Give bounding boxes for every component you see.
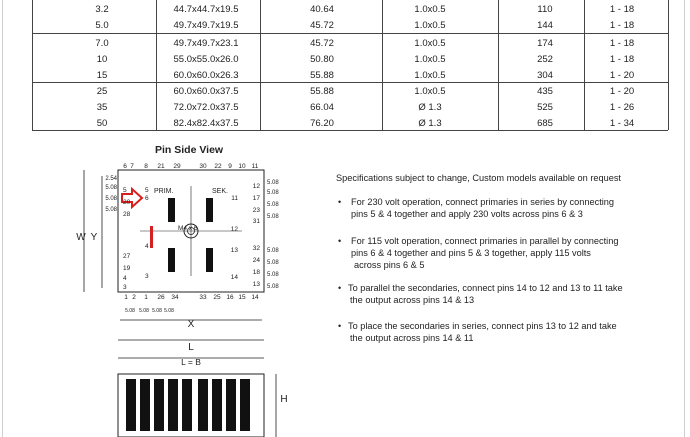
table-column-rule — [260, 0, 261, 130]
table-column-rule — [32, 0, 33, 130]
spec-cell: 1.0x0.5 — [414, 4, 446, 15]
table-column-rule — [382, 0, 383, 130]
spec-cell: 15 — [96, 70, 108, 81]
table-row-rule — [32, 33, 668, 34]
spec-cell: 45.72 — [310, 20, 334, 31]
top-pin-label: 29 — [173, 163, 181, 170]
spec-cell: 40.64 — [310, 4, 334, 15]
spec-cell: 1.0x0.5 — [414, 54, 446, 65]
right-pin-label: 18 — [252, 269, 260, 276]
inner-left-pin-label: 5 — [145, 187, 149, 194]
left-dimension-label: 5.08 — [105, 196, 117, 202]
spec-cell: 174 — [537, 38, 553, 49]
pin-labels — [76, 163, 287, 405]
spec-cell: 7.0 — [95, 38, 109, 49]
bullet-icon: • — [338, 197, 342, 207]
lb-label: L = B — [181, 357, 201, 367]
prim-coil-bottom — [168, 248, 175, 272]
inner-left-pin-label: 6 — [145, 195, 149, 202]
spec-row — [32, 52, 668, 68]
y-label: Y — [90, 232, 98, 243]
spec-cell: 1.0x0.5 — [414, 86, 446, 97]
inner-left-pin-label: 3 — [145, 273, 149, 280]
sek-label: SEK. — [212, 188, 228, 195]
bottom-pin-label: 25 — [213, 294, 221, 301]
table-column-rule — [668, 0, 669, 130]
right-pin-label: 13 — [252, 281, 260, 288]
page-right-border — [684, 0, 685, 437]
spec-cell: 144 — [537, 20, 553, 31]
spec-cell: 525 — [537, 102, 553, 113]
h-label: H — [280, 394, 288, 405]
spec-cell: 55.0x55.0x26.0 — [173, 54, 239, 65]
spec-cell: Ø 1.3 — [418, 102, 442, 113]
note-line: the output across pins 14 & 13 — [350, 295, 475, 305]
left-dimension-label: 5.08 — [105, 185, 117, 191]
spec-cell: 55.88 — [310, 86, 334, 97]
lamination-bar — [240, 379, 250, 431]
spec-cell: 1.0x0.5 — [414, 20, 446, 31]
inner-right-pin-label: 14 — [230, 274, 238, 281]
spec-cell: 435 — [537, 86, 553, 97]
spec-cell: 72.0x72.0x37.5 — [173, 102, 239, 113]
notes-lead: Specifications subject to change, Custom models available on request — [336, 173, 621, 183]
bottom-dimension-label: 5.08 — [125, 308, 135, 314]
spec-cell: 66.04 — [310, 102, 334, 113]
right-dimension-label: 5.08 — [267, 190, 279, 196]
right-pin-label: 23 — [252, 207, 260, 214]
top-pin-label: 30 — [199, 163, 207, 170]
spec-cell: 1 - 18 — [609, 20, 635, 31]
note-line: across pins 6 & 5 — [354, 260, 425, 270]
spec-cell: 49.7x49.7x19.5 — [173, 20, 239, 31]
spec-cell: 49.7x49.7x23.1 — [173, 38, 239, 49]
bullet-icon: • — [338, 236, 342, 246]
bottom-pin-label: 33 — [199, 294, 207, 301]
note-line: For 115 volt operation, connect primaries in parallel by connecting — [351, 236, 619, 246]
spec-cell: 1 - 18 — [609, 38, 635, 49]
note-line: To place the secondaries in series, connect pins 13 to 12 and take — [348, 321, 617, 331]
l-label: L — [188, 342, 194, 353]
right-dimension-label: 5.08 — [267, 202, 279, 208]
bottom-pin-label: 15 — [238, 294, 246, 301]
lamination-bar — [182, 379, 192, 431]
spec-cell: 1 - 34 — [609, 118, 635, 129]
table-row-rule — [32, 130, 668, 131]
right-dimension-label: 5.08 — [267, 284, 279, 290]
spec-cell: 25 — [96, 86, 108, 97]
spec-cell: 685 — [537, 118, 553, 129]
spec-cell: 50.80 — [310, 54, 334, 65]
page-left-border — [2, 0, 3, 437]
right-pin-label: 31 — [252, 218, 260, 225]
prim-coil-top — [168, 198, 175, 222]
left-pin-label: 4 — [123, 275, 127, 282]
spec-cell: 1.0x0.5 — [414, 38, 446, 49]
pin-side-view-title: Pin Side View — [155, 144, 224, 156]
spec-cell: 3.2 — [95, 4, 109, 15]
sek-coil-bottom — [206, 248, 213, 272]
table-row-rule — [32, 82, 668, 83]
right-pin-label: 24 — [252, 257, 260, 264]
spec-cell: 55.88 — [310, 70, 334, 81]
pin-side-view-diagram — [70, 158, 300, 437]
lamination-bar — [198, 379, 208, 431]
top-pin-label: 7 — [130, 163, 134, 170]
right-dimension-label: 5.08 — [267, 180, 279, 186]
left-dimension-label: 2.54 — [105, 176, 117, 182]
lamination-bar — [126, 379, 136, 431]
bottom-pin-label: 16 — [226, 294, 234, 301]
right-dimension-label: 5.08 — [267, 214, 279, 220]
right-pin-label: 12 — [252, 183, 260, 190]
spec-cell: 76.20 — [310, 118, 334, 129]
bottom-pin-label: 1 — [144, 294, 148, 301]
left-pin-label: 19 — [123, 265, 131, 272]
bottom-pin-label: 1 — [124, 294, 128, 301]
bottom-dimension-label: 5.08 — [164, 308, 174, 314]
bullet-icon: • — [338, 283, 342, 293]
spec-cell: 82.4x82.4x37.5 — [173, 118, 239, 129]
spec-cell: 50 — [96, 118, 108, 129]
screw-label: M4 x 6 — [178, 225, 198, 232]
lamination-bar — [226, 379, 236, 431]
left-pin-label: 28 — [123, 211, 131, 218]
spec-cell: 45.72 — [310, 38, 334, 49]
top-pin-label: 9 — [228, 163, 232, 170]
lamination-bar — [154, 379, 164, 431]
spec-cell: Ø 1.3 — [418, 118, 442, 129]
spec-row — [32, 84, 668, 100]
bottom-dimension-label: 5.08 — [139, 308, 149, 314]
note-line: pins 5 & 4 together and apply 230 volts across pins 6 & 3 — [351, 209, 583, 219]
red-connector-bar — [150, 226, 153, 248]
top-pin-label: 10 — [238, 163, 246, 170]
spec-cell: 1.0x0.5 — [414, 70, 446, 81]
right-dimension-label: 5.08 — [267, 272, 279, 278]
left-pin-label: 27 — [123, 253, 131, 260]
note-line: pins 6 & 4 together and pins 5 & 3 together, apply 115 volts — [351, 248, 591, 258]
bottom-pin-label: 14 — [251, 294, 259, 301]
prim-label: PRIM. — [154, 188, 174, 195]
left-pin-label: 3 — [123, 284, 127, 291]
inner-right-pin-label: 12 — [230, 226, 238, 233]
spec-cell: 1 - 18 — [609, 54, 635, 65]
spec-cell: 252 — [537, 54, 553, 65]
inner-right-pin-label: 13 — [230, 247, 238, 254]
spec-cell: 60.0x60.0x37.5 — [173, 86, 239, 97]
bottom-pin-label: 2 — [132, 294, 136, 301]
right-dimension-label: 5.08 — [267, 260, 279, 266]
spec-cell: 44.7x44.7x19.5 — [173, 4, 239, 15]
top-pin-label: 21 — [157, 163, 165, 170]
top-pin-label: 8 — [144, 163, 148, 170]
spec-cell: 1 - 26 — [609, 102, 635, 113]
top-pin-label: 22 — [214, 163, 222, 170]
spec-cell: 5.0 — [95, 20, 109, 31]
spec-cell: 1 - 20 — [609, 70, 635, 81]
lamination-stack — [126, 379, 250, 431]
spec-cell: 35 — [96, 102, 108, 113]
top-pin-label: 11 — [251, 163, 259, 170]
w-label: W — [76, 232, 86, 243]
spec-cell: 110 — [537, 4, 553, 15]
lamination-bar — [168, 379, 178, 431]
spec-cell: 1 - 18 — [609, 4, 635, 15]
spec-row — [32, 36, 668, 52]
right-pin-label: 17 — [252, 195, 260, 202]
bottom-pin-label: 26 — [157, 294, 165, 301]
spec-cell: 10 — [96, 54, 108, 65]
spec-cell: 1 - 20 — [609, 86, 635, 97]
table-column-rule — [584, 0, 585, 130]
top-pin-label: 6 — [123, 163, 127, 170]
left-dimension-label: 5.08 — [105, 207, 117, 213]
note-line: For 230 volt operation, connect primaries in series by connecting — [351, 197, 615, 207]
right-pin-label: 32 — [252, 245, 260, 252]
spec-cell: 304 — [537, 70, 553, 81]
spec-row — [32, 100, 668, 116]
bottom-pin-label: 34 — [171, 294, 179, 301]
spec-row — [32, 18, 668, 34]
table-column-rule — [498, 0, 499, 130]
spec-row — [32, 2, 668, 18]
bottom-dimension-label: 5.08 — [152, 308, 162, 314]
note-line: To parallel the secondaries, connect pins 14 to 12 and 13 to 11 take — [348, 283, 623, 293]
inner-left-pin-label: 4 — [145, 243, 149, 250]
inner-right-pin-label: 11 — [231, 195, 238, 202]
bullet-icon: • — [338, 321, 342, 331]
sek-coil-top — [206, 198, 213, 222]
lamination-bar — [140, 379, 150, 431]
x-label: X — [187, 319, 195, 330]
spec-cell: 60.0x60.0x26.3 — [173, 70, 239, 81]
table-column-rule — [156, 0, 157, 130]
left-pin-label: 5 — [123, 187, 127, 194]
right-dimension-label: 5.08 — [267, 248, 279, 254]
left-pin-label: 20 — [123, 199, 131, 206]
lamination-bar — [212, 379, 222, 431]
note-line: the output across pins 14 & 11 — [350, 333, 474, 343]
